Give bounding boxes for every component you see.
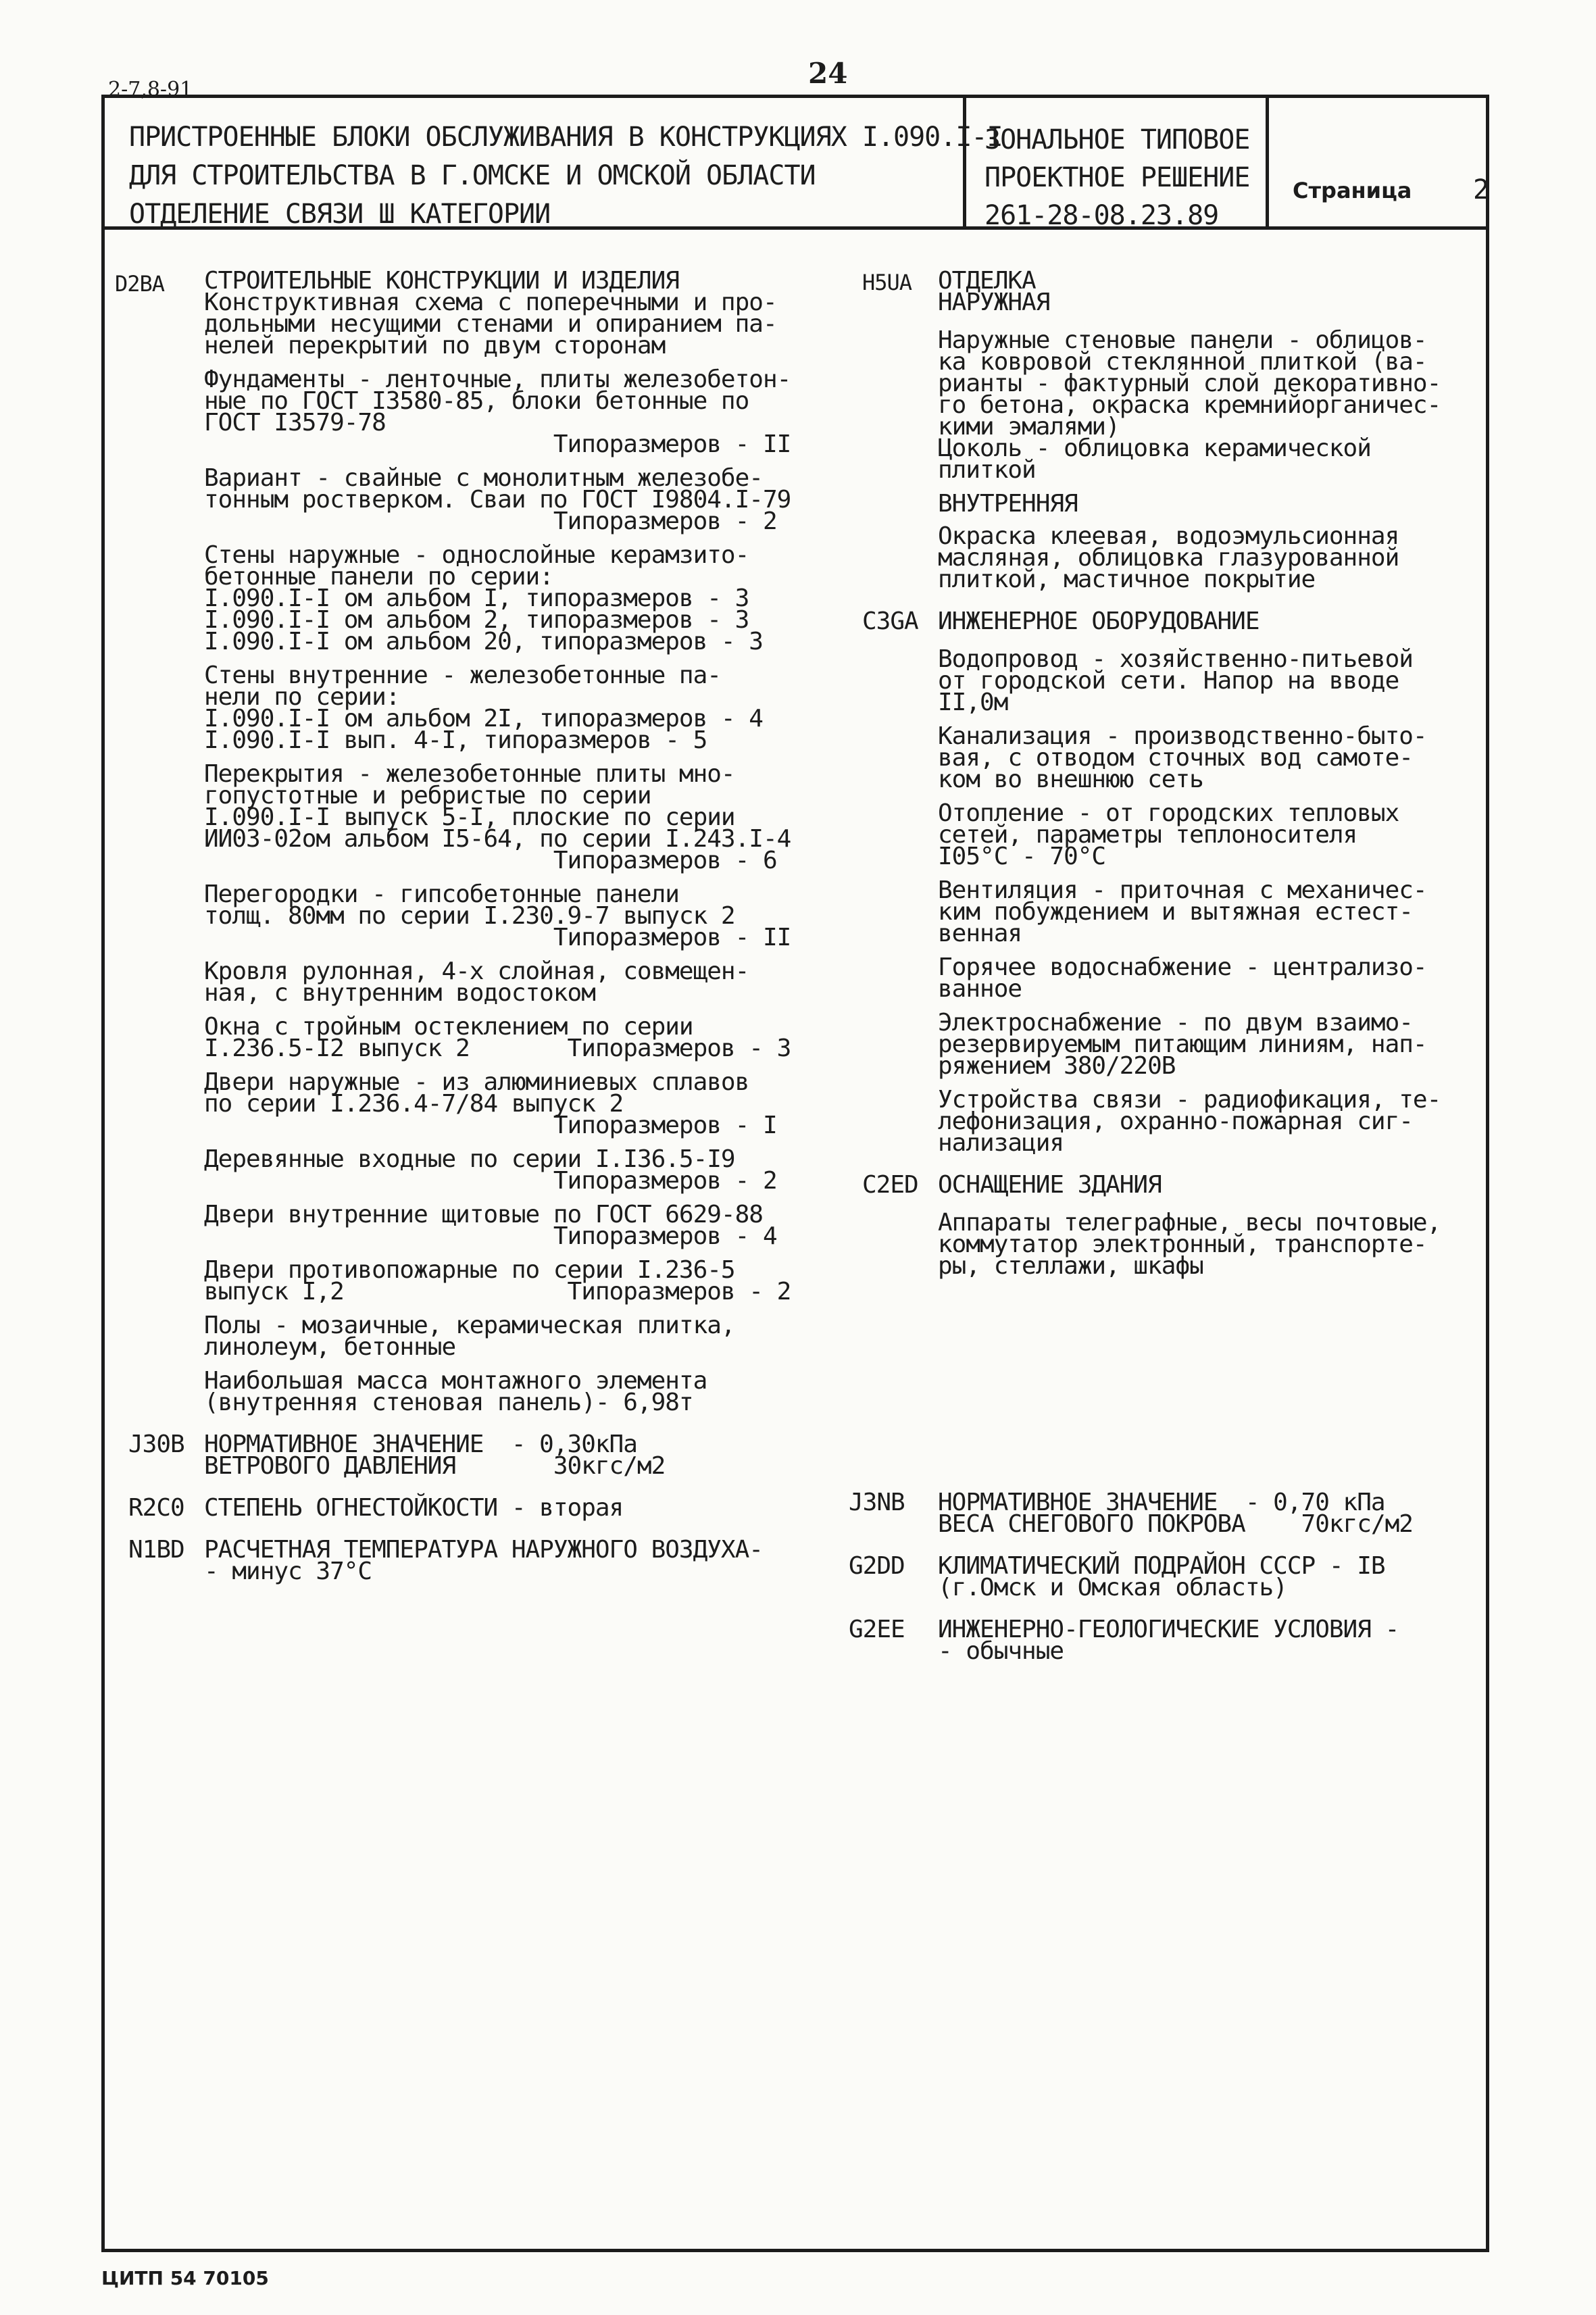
paragraph: Деревянные входные по серии I.I36.5-I9 Типоразмеров - 2 xyxy=(204,1145,777,1195)
paragraph: Стены наружные - однослойные керамзито- бетонные панели по серии: I.090.I-I ом альбом I, типоразмеров - 3 I.090.I-I ом альбом 2, типоразмеров - 3 I.090.I-I ом альбом 20, типоразмеров - 3 xyxy=(204,541,763,655)
right-column xyxy=(862,267,1470,1297)
paragraph: Устройства связи - радиофикация, те- лефонизация, охранно-пожарная сиг- нализация xyxy=(938,1086,1441,1157)
title-block xyxy=(101,95,1489,230)
project-line: 261-28-08.23.89 xyxy=(984,200,1219,231)
project-line: ПРОЕКТНОЕ РЕШЕНИЕ xyxy=(984,162,1250,193)
paragraph: НОРМАТИВНОЕ ЗНАЧЕНИЕ - 0,70 кПа ВЕСА СНЕГОВОГО ПОКРОВА 70кгс/м2 xyxy=(938,1489,1413,1538)
document-title xyxy=(129,118,1003,234)
section-code: N1BD xyxy=(128,1536,184,1564)
section-g2ee xyxy=(849,1616,1470,1665)
paragraph: Окна с тройным остеклением по серии I.236.5-I2 выпуск 2 Типоразмеров - 3 xyxy=(204,1013,791,1062)
section-code: H5UA xyxy=(862,270,912,295)
paragraph: Канализация - производственно-быто- вая, с отводом сточных вод самоте- ком во внешнюю сеть xyxy=(938,722,1427,793)
paragraph: ИНЖЕНЕРНО-ГЕОЛОГИЧЕСКИЕ УСЛОВИЯ - - обычные xyxy=(938,1616,1399,1665)
section-code: G2EE xyxy=(849,1616,905,1643)
paragraph: Стены внутренние - железобетонные па- нели по серии: I.090.I-I ом альбом 2I, типоразмеров - 4 I.090.I-I вып. 4-I, типоразмеров - 5 xyxy=(204,662,763,754)
section-heading: ОСНАЩЕНИЕ ЗДАНИЯ xyxy=(938,1171,1162,1199)
paragraph: Перегородки - гипсобетонные панели толщ. 80мм по серии I.230.9-7 выпуск 2 Типоразмеров - II xyxy=(204,880,791,951)
paragraph: КЛИМАТИЧЕСКИЙ ПОДРАЙОН СССР - IВ (г.Омск и Омская область) xyxy=(938,1552,1385,1601)
paragraph: Перекрытия - железобетонные плиты мно- гопустотные и ребристые по серии I.090.I-I выпуск 5-I, плоские по серии ИИ03-02ом альбом I5-64, по серии I.243.I-4 Типоразмеров - 6 xyxy=(204,760,791,874)
paragraph: Фундаменты - ленточные, плиты железобетон- ные по ГОСТ I3580-85, блоки бетонные по ГОСТ I3579-78 Типоразмеров - II xyxy=(204,366,791,458)
section-heading: ИНЖЕНЕРНОЕ ОБОРУДОВАНИЕ xyxy=(938,607,1260,635)
section-code: J3NB xyxy=(849,1489,905,1516)
section-j3nb xyxy=(849,1489,1470,1538)
footer-code: ЦИТП 54 70105 xyxy=(101,2267,269,2289)
paragraph: Горячее водоснабжение - централизо- ванное xyxy=(938,953,1427,1003)
section-code: G2DD xyxy=(849,1552,905,1580)
divider xyxy=(1266,98,1269,226)
paragraph: Окраска клеевая, водоэмульсионная масляная, облицовка глазурованной плиткой, мастичное покрытие xyxy=(938,522,1399,593)
section-g2dd xyxy=(849,1552,1470,1601)
paragraph: НОРМАТИВНОЕ ЗНАЧЕНИЕ - 0,30кПа ВЕТРОВОГО ДАВЛЕНИЯ 30кгс/м2 xyxy=(204,1430,666,1480)
paragraph: Наибольшая масса монтажного элемента (внутренняя стеновая панель)- 6,98т xyxy=(204,1367,707,1416)
paragraph: Водопровод - хозяйственно-питьевой от городской сети. Напор на вводе II,0м xyxy=(938,645,1413,716)
section-code: C3GA xyxy=(862,607,918,635)
paragraph: Отопление - от городских тепловых сетей, параметры теплоносителя I05°С - 70°С xyxy=(938,799,1399,870)
section-h5ua xyxy=(862,267,1470,593)
paragraph: Электроснабжение - по двум взаимо- резервируемым питающим линиям, нап- ряжением 380/220В xyxy=(938,1009,1427,1080)
left-column xyxy=(115,267,865,1603)
project-line: ЗОНАЛЬНОЕ ТИПОВОЕ xyxy=(984,124,1250,155)
section-c3ga xyxy=(862,607,1470,1157)
section-heading: ОТДЕЛКА НАРУЖНАЯ xyxy=(938,267,1050,316)
paragraph: Полы - мозаичные, керамическая плитка, линолеум, бетонные xyxy=(204,1312,735,1361)
project-id xyxy=(984,121,1249,234)
section-d2ba xyxy=(115,267,865,1416)
paragraph: РАСЧЕТНАЯ ТЕМПЕРАТУРА НАРУЖНОГО ВОЗДУХА- - минус 37°С xyxy=(204,1536,763,1585)
section-c2ed xyxy=(862,1171,1470,1280)
section-heading: СТРОИТЕЛЬНЫЕ КОНСТРУКЦИИ И ИЗДЕЛИЯ xyxy=(204,267,679,295)
page-label: Страница xyxy=(1293,178,1412,203)
page-value: 2 xyxy=(1473,174,1490,205)
page-number: 24 xyxy=(808,57,848,90)
right-column-bottom xyxy=(849,1489,1470,1683)
title-line: ОТДЕЛЕНИЕ СВЯЗИ Ш КАТЕГОРИИ xyxy=(129,199,551,230)
paragraph: СТЕПЕНЬ ОГНЕСТОЙКОСТИ - вторая xyxy=(204,1494,624,1522)
section-code: J30B xyxy=(128,1430,184,1458)
title-line: ДЛЯ СТРОИТЕЛЬСТВА В Г.ОМСКЕ И ОМСКОЙ ОБЛАСТИ xyxy=(129,160,816,191)
paragraph: Двери наружные - из алюминиевых сплавов по серии I.236.4-7/84 выпуск 2 Типоразмеров - I xyxy=(204,1068,777,1139)
section-code: D2BA xyxy=(115,271,165,297)
title-line: ПРИСТРОЕННЫЕ БЛОКИ ОБСЛУЖИВАНИЯ В КОНСТРУКЦИЯХ I.090.I-I xyxy=(129,122,1003,153)
paragraph: Вентиляция - приточная с механичес- ким побуждением и вытяжная естест- венная xyxy=(938,876,1427,947)
paragraph: Наружные стеновые панели - облицов- ка ковровой стеклянной плиткой (ва- рианты - фактурный слой декоративно- го бетона, окраска кремнийорганичес- кими эмалями) Цоколь - облицовка керамической плиткой xyxy=(938,326,1441,484)
paragraph: Конструктивная схема с поперечными и про- дольными несущими стенами и опиранием па- нелей перекрытий по двум сторонам xyxy=(204,289,777,359)
paragraph: Вариант - свайные с монолитным железобе- тонным ростверком. Сваи по ГОСТ I9804.I-79 Типоразмеров - 2 xyxy=(204,464,791,535)
sub-heading: ВНУТРЕННЯЯ xyxy=(938,490,1078,518)
sheet-number: 2-7,8-91 xyxy=(108,78,193,101)
paragraph: Двери противопожарные по серии I.236-5 выпуск I,2 Типоразмеров - 2 xyxy=(204,1256,791,1305)
paragraph: Аппараты телеграфные, весы почтовые, коммутатор электронный, транспорте- ры, стеллажи, шкафы xyxy=(938,1209,1441,1280)
section-r2c0 xyxy=(128,1494,865,1522)
section-code: C2ED xyxy=(862,1171,918,1199)
section-j30b xyxy=(128,1430,865,1480)
paragraph: Кровля рулонная, 4-х слойная, совмещен- ная, с внутренним водостоком xyxy=(204,957,749,1007)
section-code: R2C0 xyxy=(128,1494,184,1522)
paragraph: Двери внутренние щитовые по ГОСТ 6629-88 Типоразмеров - 4 xyxy=(204,1201,777,1250)
section-n1bd xyxy=(128,1536,865,1585)
